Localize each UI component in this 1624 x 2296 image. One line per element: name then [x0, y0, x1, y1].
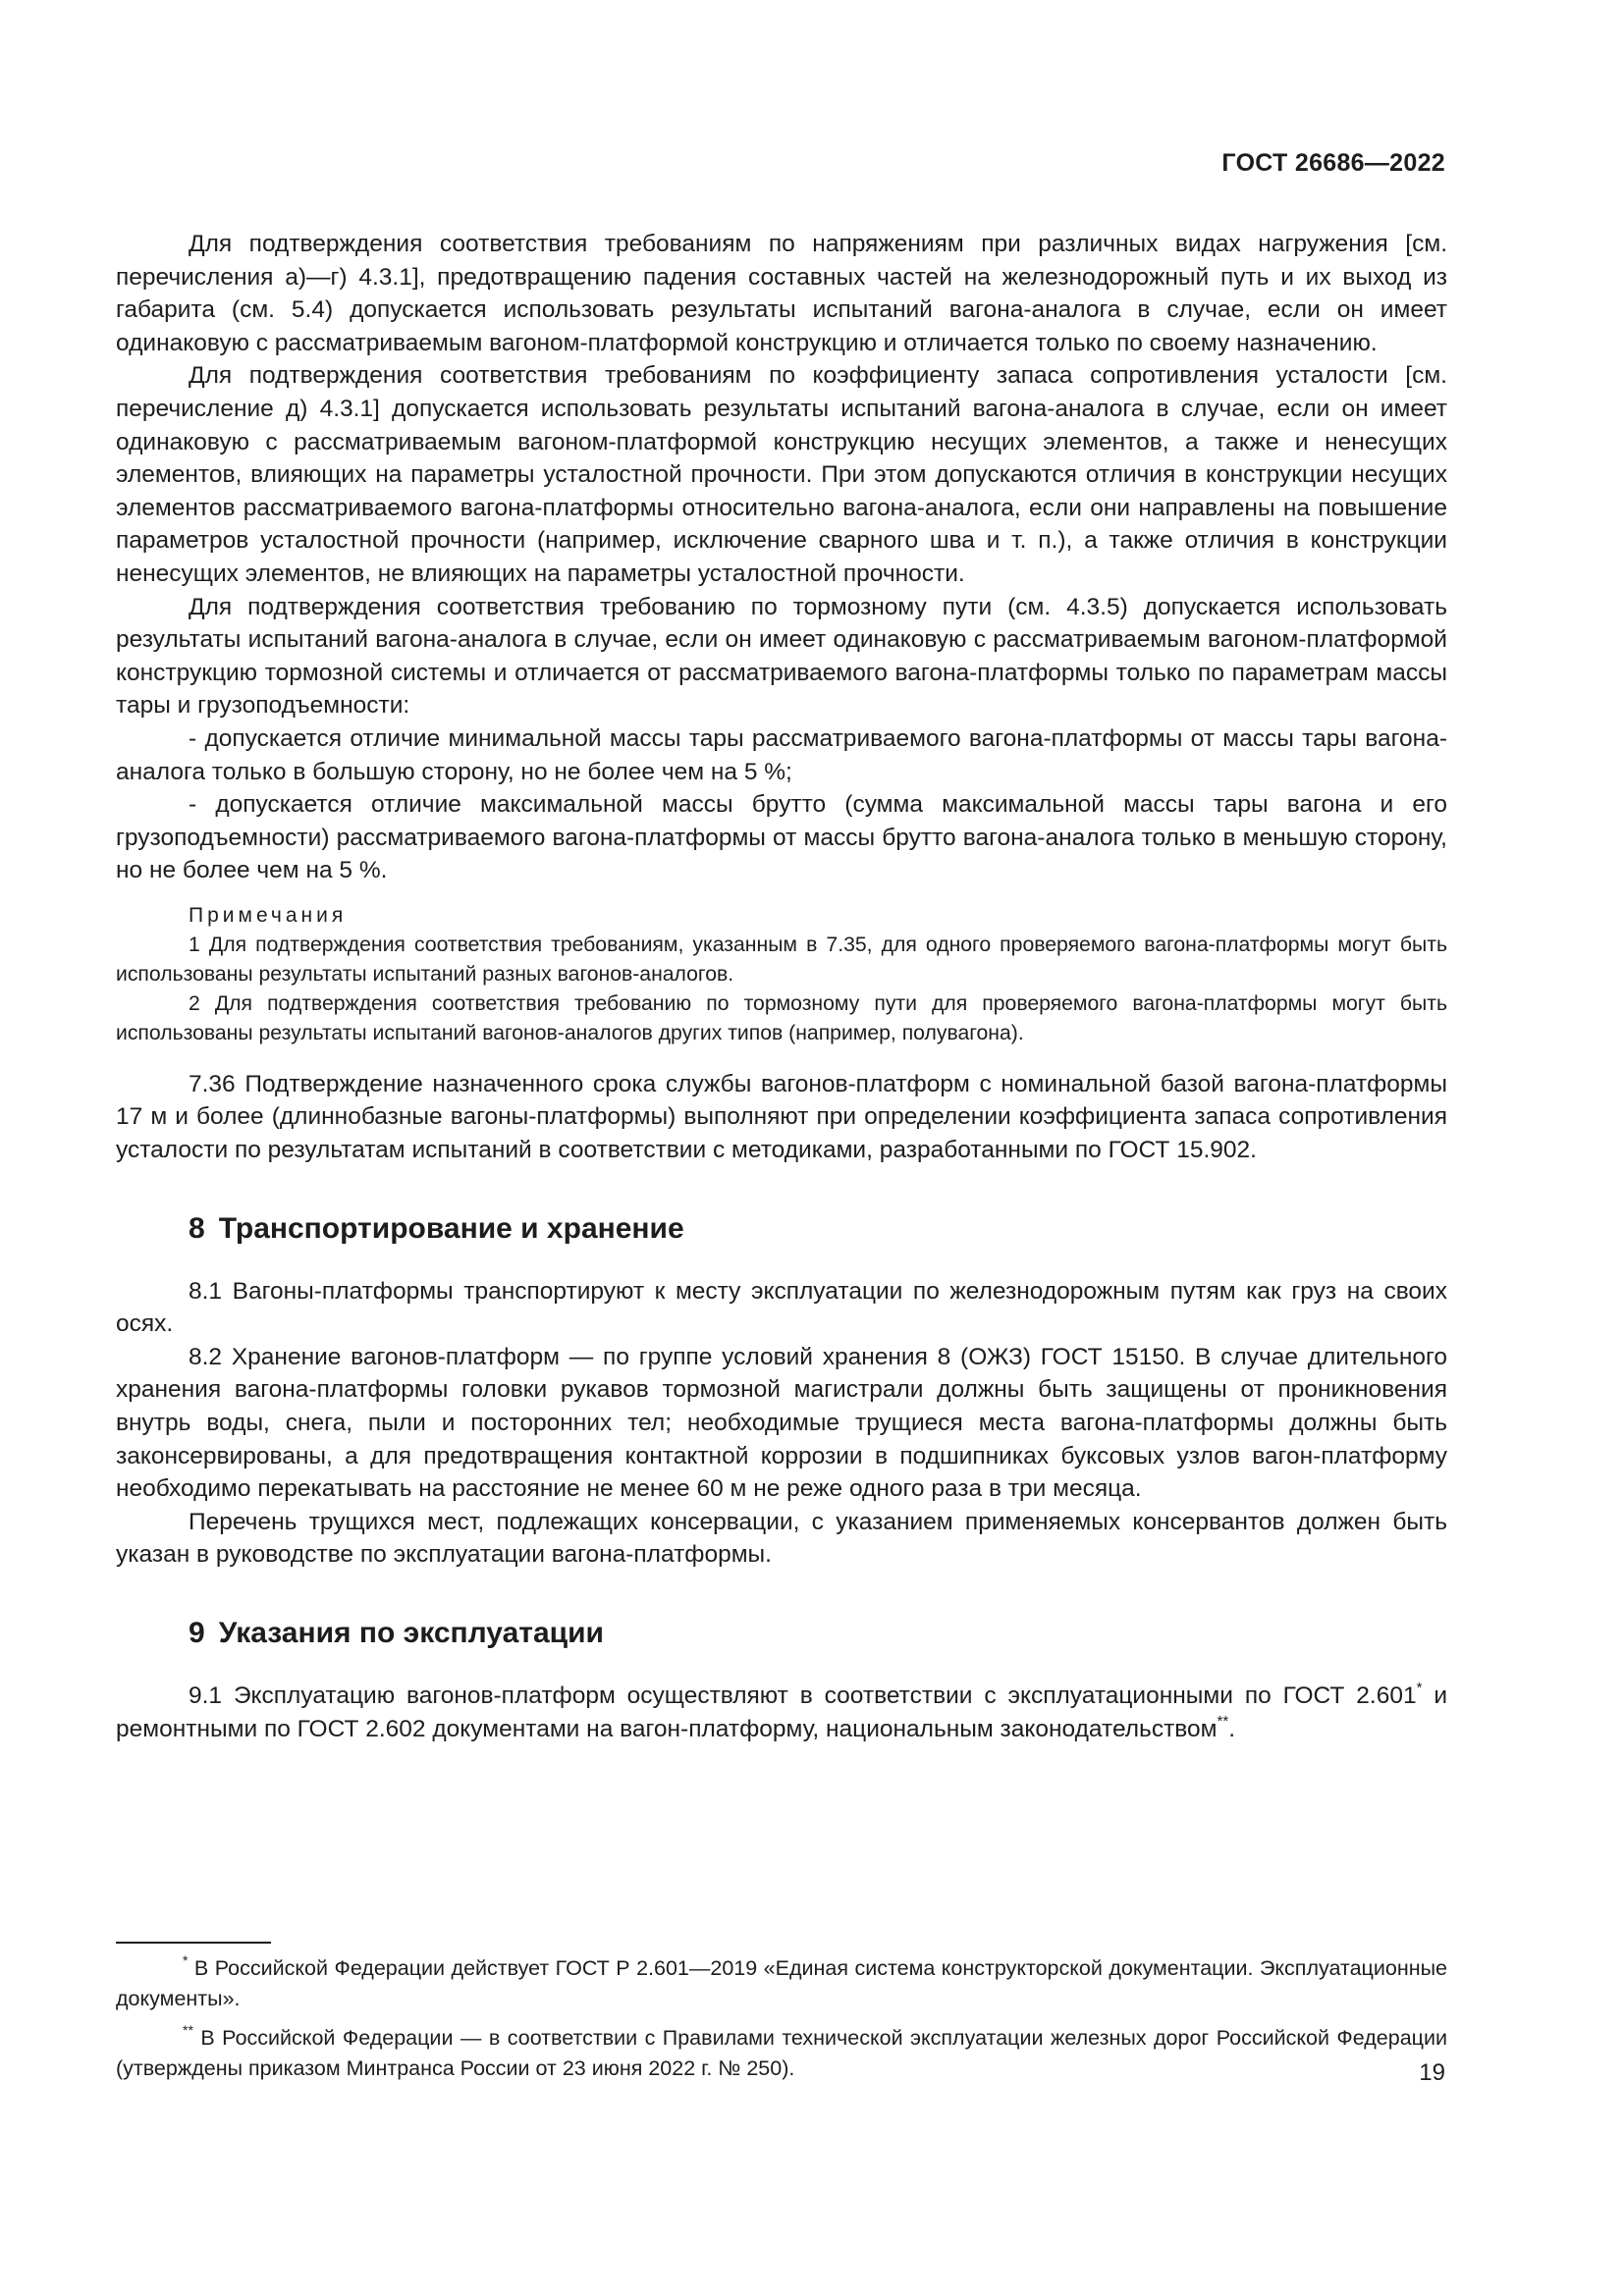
notes-title: Примечания [189, 903, 348, 927]
footnote-ref-1: * [1416, 1680, 1423, 1696]
page-number: 19 [1419, 2059, 1445, 2086]
footnote-2-mark: ** [183, 2022, 193, 2038]
section-9-title: Указания по эксплуатации [218, 1617, 604, 1649]
document-header: ГОСТ 26686—2022 [1221, 149, 1445, 177]
section-9-heading [189, 1615, 1447, 1652]
clause-9-1-text-b: и ремонтными по ГОСТ 2.602 документами на вагон-платформу, национальным законодательством [116, 1682, 1448, 1742]
paragraph-strength-analog: Для подтверждения соответствия требованиям по напряжениям при различных видах нагружения [см. перечисления а)—г) 4.3.1], предотвращению падения составных частей на железнодорожный путь и их выход из габарита (см. 5.4) допускается использовать результаты испытаний вагона-аналога в случае, если он имеет одинаковую с рассматриваемым вагоном-платформой конструкцию и отличается только по своему назначению. [116, 231, 1447, 356]
footnote-ref-2: ** [1217, 1712, 1229, 1730]
clause-9-1-text-c: . [1228, 1715, 1235, 1742]
footnote-1-text: В Российской Федерации действует ГОСТ Р 2.601—2019 «Единая система конструкторской документации. Эксплуатационные документы». [116, 1956, 1447, 2010]
document-body [116, 228, 1447, 1745]
footnote-separator [116, 1942, 271, 1944]
footnote-1 [116, 1953, 1447, 2013]
clause-9-1-text-a: 9.1 Эксплуатацию вагонов-платформ осуществляют в соответствии с эксплуатационными по ГОСТ 2.601 [189, 1682, 1417, 1709]
section-8-heading [189, 1210, 1447, 1248]
clause-9-1 [116, 1680, 1447, 1745]
clause-8-2: 8.2 Хранение вагонов-платформ — по группе условий хранения 8 (ОЖЗ) ГОСТ 15150. В случае длительного хранения вагона-платформы головки рукавов тормозной магистрали должны быть защищены от проникновения внутрь воды, снега, пыли и посторонних тел; необходимые трущиеся места вагона-платформы должны быть законсервированы, а для предотвращения контактной коррозии в подшипниках буксовых узлов вагон-платформу необходимо перекатывать на расстояние не менее 60 м не реже одного раза в три месяца. [116, 1343, 1447, 1503]
section-8-number: 8 [189, 1211, 205, 1245]
list-item-gross-mass: - допускается отличие максимальной массы брутто (сумма максимальной массы тары вагона и его грузоподъемности) рассматриваемого вагона-платформы от массы брутто вагона-аналога только в меньшую сторону, но не более чем на 5 %. [116, 791, 1447, 884]
clause-8-1: 8.1 Вагоны-платформы транспортируют к месту эксплуатации по железнодорожным путям как груз на своих осях. [116, 1277, 1447, 1338]
paragraph-lubrication-list: Перечень трущихся мест, подлежащих консервации, с указанием применяемых консервантов должен быть указан в руководстве по эксплуатации вагона-платформы. [116, 1508, 1447, 1569]
section-9-number: 9 [189, 1617, 205, 1649]
list-item-tare-mass: - допускается отличие минимальной массы тары рассматриваемого вагона-платформы от массы тары вагона-аналога только в большую сторону, но не более чем на 5 %; [116, 724, 1447, 785]
note-item-2: 2 Для подтверждения соответствия требованию по тормозному пути для проверяемого вагона-платформы могут быть использованы результаты испытаний вагонов-аналогов других типов (например, полувагона). [116, 991, 1447, 1044]
footnote-2-text: В Российской Федерации — в соответствии с Правилами технической эксплуатации железных дорог Российской Федерации (утверждены приказом Минтранса России от 23 июня 2022 г. № 250). [116, 2026, 1447, 2080]
paragraph-fatigue-analog: Для подтверждения соответствия требованиям по коэффициенту запаса сопротивления усталости [см. перечисление д) 4.3.1] допускается использовать результаты испытаний вагона-аналога в случае, если он имеет одинаковую с рассматриваемым вагоном-платформой конструкцию несущих элементов, а также и ненесущих элементов, влияющих на параметры усталостной прочности. При этом допускаются отличия в конструкции несущих элементов рассматриваемого вагона-платформы относительно вагона-аналога, если они направлены на повышение параметров усталостной прочности (например, исключение сварного шва и т. п.), а также отличия в конструкции ненесущих элементов, не влияющих на параметры усталостной прочности. [116, 362, 1447, 587]
clause-7-36: 7.36 Подтверждение назначенного срока службы вагонов-платформ с номинальной базой вагона-платформы 17 м и более (длиннобазные вагоны-платформы) выполняют при определении коэффициента запаса сопротивления усталости по результатам испытаний в соответствии с методиками, разработанными по ГОСТ 15.902. [116, 1070, 1447, 1164]
footnote-1-mark: * [183, 1952, 189, 1968]
section-8-title: Транспортирование и хранение [218, 1211, 684, 1245]
footnotes [116, 1953, 1447, 2093]
note-item-1: 1 Для подтверждения соответствия требованиям, указанным в 7.35, для одного проверяемого вагона-платформы могут быть использованы результаты испытаний разных вагонов-аналогов. [116, 933, 1447, 986]
footnote-2 [116, 2023, 1447, 2083]
paragraph-brake-analog: Для подтверждения соответствия требованию по тормозному пути (см. 4.3.5) допускается использовать результаты испытаний вагона-аналога в случае, если он имеет одинаковую с рассматриваемым вагоном-платформой конструкцию тормозной системы и отличается от рассматриваемого вагона-платформы только по параметрам массы тары и грузоподъемности: [116, 593, 1447, 720]
